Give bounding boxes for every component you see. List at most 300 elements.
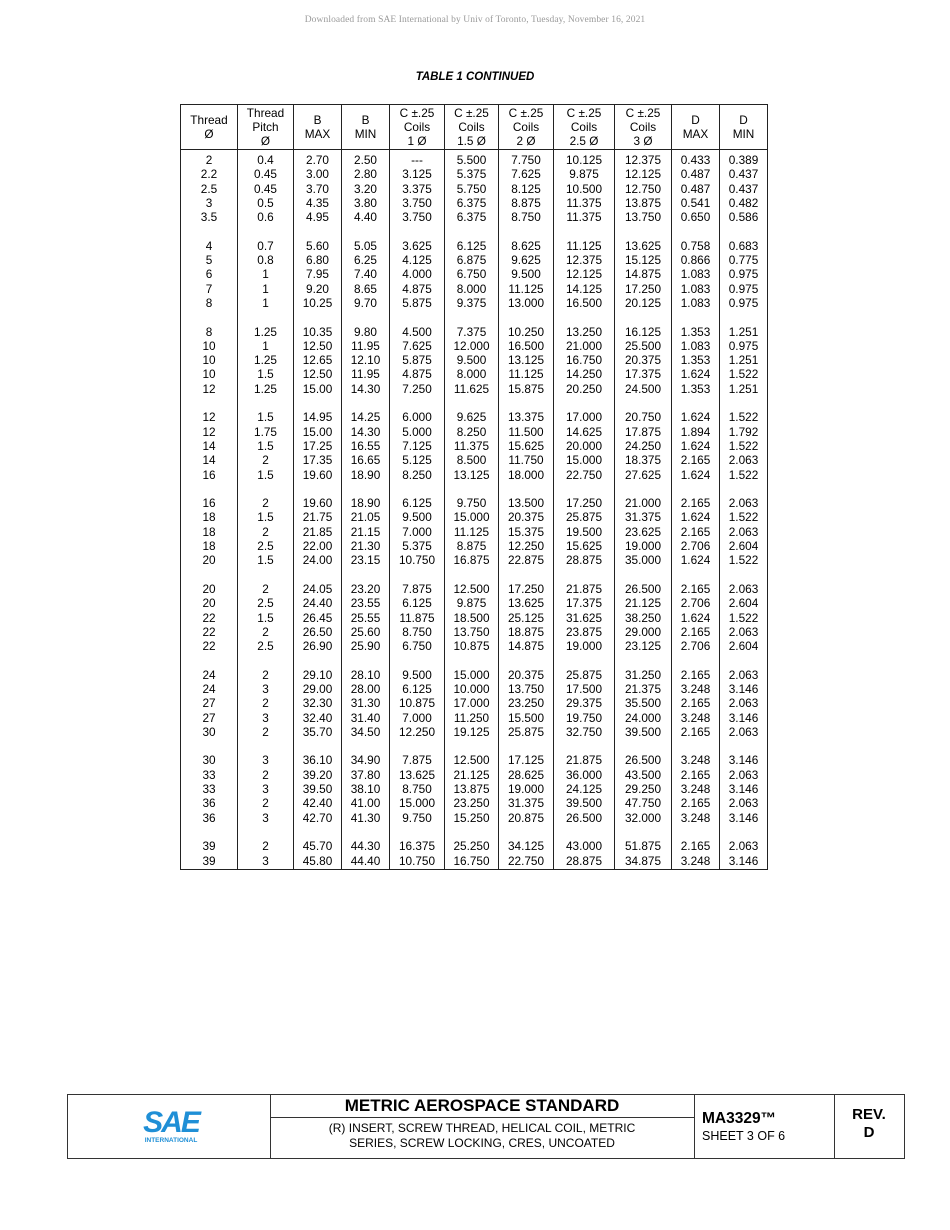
column-header-line: Thread: [246, 106, 285, 120]
table-row: [181, 768, 768, 782]
spacer-cell: [238, 739, 294, 753]
table-cell: 3.20: [342, 182, 390, 196]
table-cell: 13.625: [615, 239, 672, 253]
table-cell: 2.165: [672, 839, 720, 853]
table-cell: 2.5: [238, 539, 294, 553]
table-cell: 13.875: [445, 782, 499, 796]
spacer-cell: [342, 739, 390, 753]
spacer-cell: [554, 653, 615, 667]
table-cell: 16: [181, 468, 238, 482]
table-cell: 22.750: [554, 468, 615, 482]
spacer-cell: [390, 396, 445, 410]
table-row: [181, 854, 768, 870]
table-cell: 24.40: [294, 596, 342, 610]
column-header-line: MIN: [354, 127, 377, 141]
table-cell: 21.000: [615, 496, 672, 510]
column-header-line: 2.5 Ø: [569, 134, 599, 148]
table-cell: 14: [181, 439, 238, 453]
table-cell: 33: [181, 768, 238, 782]
table-cell: 24.250: [615, 439, 672, 453]
table-row: [181, 639, 768, 653]
table-cell: 43.000: [554, 839, 615, 853]
table-cell: 11.750: [499, 453, 554, 467]
table-cell: 31.375: [499, 796, 554, 810]
table-cell: 1.5: [238, 553, 294, 567]
table-row: [181, 382, 768, 396]
spacer-cell: [499, 568, 554, 582]
table-cell: 12.375: [554, 253, 615, 267]
table-cell: 9.625: [445, 410, 499, 424]
table-cell: 17.500: [554, 682, 615, 696]
table-cell: 2.063: [720, 525, 768, 539]
table-cell: 36.10: [294, 753, 342, 767]
spacer-cell: [672, 396, 720, 410]
table-cell: 2.165: [672, 668, 720, 682]
table-cell: 1: [238, 267, 294, 281]
table-row: [181, 596, 768, 610]
spacer-cell: [672, 653, 720, 667]
spacer-cell: [445, 568, 499, 582]
table-cell: 16.375: [390, 839, 445, 853]
table-cell: 0.45: [238, 182, 294, 196]
table-cell: 12.125: [554, 267, 615, 281]
table-cell: 3: [238, 753, 294, 767]
table-row: [181, 339, 768, 353]
table-cell: 10.35: [294, 325, 342, 339]
group-spacer: [181, 653, 768, 667]
table-row: [181, 510, 768, 524]
table-row: [181, 496, 768, 510]
table-cell: 3.248: [672, 753, 720, 767]
table-cell: 13.625: [390, 768, 445, 782]
table-cell: 19.125: [445, 725, 499, 739]
table-cell: 15.125: [615, 253, 672, 267]
table-cell: 12.500: [445, 582, 499, 596]
table-row: [181, 468, 768, 482]
column-header-line: MAX: [304, 127, 331, 141]
table-cell: 0.975: [720, 296, 768, 310]
table-cell: 8.250: [445, 425, 499, 439]
table-cell: 18.500: [445, 611, 499, 625]
table-cell: 7: [181, 282, 238, 296]
table-cell: 9.750: [390, 811, 445, 825]
spacer-cell: [445, 653, 499, 667]
table-cell: 3.248: [672, 782, 720, 796]
column-header-line: MAX: [682, 127, 709, 141]
table-cell: 1.75: [238, 425, 294, 439]
column-header-line: Coils: [458, 120, 485, 134]
table-cell: 2.604: [720, 596, 768, 610]
table-cell: 16.125: [615, 325, 672, 339]
table-cell: 4: [181, 239, 238, 253]
table-cell: 8.750: [499, 210, 554, 224]
table-cell: 6.125: [390, 596, 445, 610]
table-cell: 9.375: [445, 296, 499, 310]
table-cell: 25.875: [499, 725, 554, 739]
table-cell: 11.875: [390, 611, 445, 625]
spacer-cell: [499, 653, 554, 667]
table-cell: 21.05: [342, 510, 390, 524]
table-cell: 17.250: [554, 496, 615, 510]
table-cell: 2.063: [720, 582, 768, 596]
table-cell: 0.8: [238, 253, 294, 267]
table-cell: 16.500: [554, 296, 615, 310]
table-cell: 27: [181, 711, 238, 725]
table-cell: 15.000: [390, 796, 445, 810]
table-cell: 41.30: [342, 811, 390, 825]
spacer-cell: [720, 482, 768, 496]
table-cell: 1.522: [720, 510, 768, 524]
table-cell: 18.90: [342, 496, 390, 510]
table-cell: 8.000: [445, 367, 499, 381]
table-cell: 3.750: [390, 196, 445, 210]
table-cell: 2.063: [720, 796, 768, 810]
table-cell: 10.875: [445, 639, 499, 653]
table-cell: 3.146: [720, 811, 768, 825]
column-header-line: C ±.25: [625, 106, 661, 120]
table-cell: 1.251: [720, 353, 768, 367]
table-cell: 20.375: [615, 353, 672, 367]
spacer-cell: [294, 568, 342, 582]
table-cell: 3.375: [390, 182, 445, 196]
logo-wordmark: SAE: [143, 1106, 199, 1139]
table-cell: 30: [181, 753, 238, 767]
table-cell: 20.875: [499, 811, 554, 825]
spacer-cell: [615, 224, 672, 238]
table-cell: 12: [181, 382, 238, 396]
table-row: [181, 325, 768, 339]
table-cell: 2: [238, 725, 294, 739]
table-cell: 2.165: [672, 453, 720, 467]
table-cell: 18.875: [499, 625, 554, 639]
spacer-cell: [181, 653, 238, 667]
spacer-cell: [445, 396, 499, 410]
table-cell: 13.625: [499, 596, 554, 610]
table-row: [181, 625, 768, 639]
table-cell: 0.437: [720, 167, 768, 181]
table-cell: 26.50: [294, 625, 342, 639]
spacer-cell: [390, 825, 445, 839]
table-cell: 1.25: [238, 382, 294, 396]
table-cell: 1.251: [720, 382, 768, 396]
table-cell: 7.625: [390, 339, 445, 353]
table-cell: 14.875: [499, 639, 554, 653]
spacer-cell: [238, 568, 294, 582]
spacer-cell: [342, 653, 390, 667]
table-cell: 2.165: [672, 796, 720, 810]
table-cell: 4.95: [294, 210, 342, 224]
table-row: [181, 582, 768, 596]
logo-subtext: INTERNATIONAL: [144, 1137, 198, 1144]
table-cell: 6.875: [445, 253, 499, 267]
table-cell: 21.30: [342, 539, 390, 553]
table-cell: 30: [181, 725, 238, 739]
table-cell: 26.45: [294, 611, 342, 625]
table-cell: 42.70: [294, 811, 342, 825]
table-cell: 20.000: [554, 439, 615, 453]
table-cell: 0.6: [238, 210, 294, 224]
table-cell: 1.5: [238, 468, 294, 482]
table-header-row: [181, 105, 768, 150]
table-row: [181, 611, 768, 625]
table-cell: 12.750: [615, 182, 672, 196]
group-spacer: [181, 482, 768, 496]
table-cell: 26.500: [615, 753, 672, 767]
table-cell: 2.165: [672, 768, 720, 782]
table-cell: 3.248: [672, 811, 720, 825]
spacer-cell: [181, 739, 238, 753]
table-cell: 6: [181, 267, 238, 281]
sae-logo-icon: [140, 1104, 202, 1148]
table-cell: 2.165: [672, 496, 720, 510]
table-cell: 12: [181, 425, 238, 439]
spacer-cell: [720, 310, 768, 324]
table-cell: 1.522: [720, 410, 768, 424]
table-row: [181, 410, 768, 424]
table-cell: 3: [238, 854, 294, 870]
table-cell: 32.30: [294, 696, 342, 710]
table-cell: 11.250: [445, 711, 499, 725]
table-cell: 19.000: [499, 782, 554, 796]
table-cell: 21.875: [554, 582, 615, 596]
group-spacer: [181, 310, 768, 324]
table-cell: 34.90: [342, 753, 390, 767]
table-cell: 1.624: [672, 553, 720, 567]
column-header-line: D: [739, 113, 748, 127]
spacer-cell: [181, 224, 238, 238]
table-cell: 19.000: [554, 639, 615, 653]
spacer-cell: [342, 224, 390, 238]
table-cell: 7.40: [342, 267, 390, 281]
table-cell: 25.875: [554, 668, 615, 682]
table-cell: 24: [181, 668, 238, 682]
table-cell: 0.487: [672, 167, 720, 181]
spacer-cell: [294, 396, 342, 410]
table-cell: 28.875: [554, 553, 615, 567]
table-cell: 1.353: [672, 353, 720, 367]
table-cell: 4.500: [390, 325, 445, 339]
table-cell: 15.875: [499, 382, 554, 396]
spacer-cell: [615, 653, 672, 667]
table-cell: 2.165: [672, 582, 720, 596]
table-cell: 12.125: [615, 167, 672, 181]
table-row: [181, 296, 768, 310]
table-cell: 11.625: [445, 382, 499, 396]
table-cell: 32.750: [554, 725, 615, 739]
spacer-cell: [294, 310, 342, 324]
table-cell: 20.125: [615, 296, 672, 310]
column-header: [554, 105, 615, 150]
table-cell: 18: [181, 525, 238, 539]
spacer-cell: [499, 310, 554, 324]
table-cell: 11.375: [554, 196, 615, 210]
table-cell: 22: [181, 625, 238, 639]
table-cell: 14.125: [554, 282, 615, 296]
table-cell: 32.000: [615, 811, 672, 825]
spacer-cell: [445, 482, 499, 496]
table-cell: 3.125: [390, 167, 445, 181]
table-cell: 38.250: [615, 611, 672, 625]
table-cell: 21.125: [445, 768, 499, 782]
table-cell: 39.500: [554, 796, 615, 810]
table-cell: 25.60: [342, 625, 390, 639]
group-spacer: [181, 224, 768, 238]
table-cell: 29.00: [294, 682, 342, 696]
table-row: [181, 353, 768, 367]
table-cell: 21.875: [554, 753, 615, 767]
table-cell: 1.522: [720, 553, 768, 567]
spacer-cell: [720, 224, 768, 238]
spacer-cell: [672, 224, 720, 238]
table-cell: 2.2: [181, 167, 238, 181]
table-cell: 0.650: [672, 210, 720, 224]
column-header-line: C ±.25: [508, 106, 544, 120]
table-cell: 20.375: [499, 510, 554, 524]
spacer-cell: [554, 224, 615, 238]
table-cell: 13.000: [499, 296, 554, 310]
revision-value: D: [863, 1124, 875, 1141]
table-cell: 23.250: [445, 796, 499, 810]
table-cell: 2: [238, 839, 294, 853]
spacer-cell: [342, 825, 390, 839]
spacer-cell: [342, 482, 390, 496]
column-header-line: C ±.25: [454, 106, 489, 120]
table-row: [181, 839, 768, 853]
table-cell: 2.5: [238, 596, 294, 610]
table-cell: 2.706: [672, 539, 720, 553]
table-cell: 13.125: [445, 468, 499, 482]
spacer-cell: [238, 224, 294, 238]
standard-description: [270, 1121, 694, 1150]
table-cell: 11.375: [554, 210, 615, 224]
table-cell: 36: [181, 811, 238, 825]
table-cell: 41.00: [342, 796, 390, 810]
table-cell: 27.625: [615, 468, 672, 482]
table-cell: 39.20: [294, 768, 342, 782]
table-cell: 3.146: [720, 854, 768, 870]
group-spacer: [181, 739, 768, 753]
table-cell: 8.875: [499, 196, 554, 210]
table-cell: 2: [238, 768, 294, 782]
spacer-cell: [499, 396, 554, 410]
spacer-cell: [720, 739, 768, 753]
table-cell: 12.65: [294, 353, 342, 367]
spacer-cell: [181, 568, 238, 582]
table-cell: 10.750: [390, 854, 445, 870]
table-cell: 3.248: [672, 682, 720, 696]
spacer-cell: [672, 825, 720, 839]
group-spacer: [181, 568, 768, 582]
spacer-cell: [294, 653, 342, 667]
table-cell: 12.500: [445, 753, 499, 767]
table-cell: 29.375: [554, 696, 615, 710]
column-header: [615, 105, 672, 150]
spacer-cell: [238, 310, 294, 324]
table-cell: 3: [238, 682, 294, 696]
table-cell: 24.500: [615, 382, 672, 396]
table-cell: 1.624: [672, 468, 720, 482]
table-cell: 9.500: [499, 267, 554, 281]
table-cell: 29.10: [294, 668, 342, 682]
table-row: [181, 282, 768, 296]
table-cell: 2.5: [181, 182, 238, 196]
table-cell: 31.30: [342, 696, 390, 710]
table-cell: 1.522: [720, 611, 768, 625]
table-cell: 1.251: [720, 325, 768, 339]
column-header-line: C ±.25: [399, 106, 435, 120]
table-cell: 2: [238, 496, 294, 510]
column-header: [720, 105, 768, 150]
table-cell: 1.5: [238, 439, 294, 453]
table-row: [181, 539, 768, 553]
group-spacer: [181, 825, 768, 839]
column-header-line: Ø: [204, 127, 214, 141]
table-cell: 10.750: [390, 553, 445, 567]
table-cell: 28.625: [499, 768, 554, 782]
spacer-cell: [390, 568, 445, 582]
spacer-cell: [238, 653, 294, 667]
table-row: [181, 239, 768, 253]
table-cell: 2.604: [720, 639, 768, 653]
table-cell: 14.875: [615, 267, 672, 281]
table-cell: 1.353: [672, 325, 720, 339]
table-cell: 6.25: [342, 253, 390, 267]
table-cell: 11.125: [499, 367, 554, 381]
table-cell: 24: [181, 682, 238, 696]
table-row: [181, 553, 768, 567]
table-cell: 9.500: [390, 510, 445, 524]
table-row: [181, 796, 768, 810]
table-cell: 3.625: [390, 239, 445, 253]
table-row: [181, 253, 768, 267]
table-cell: 4.40: [342, 210, 390, 224]
table-row: [181, 753, 768, 767]
spacer-cell: [554, 739, 615, 753]
table-cell: 8.625: [499, 239, 554, 253]
table-cell: 23.875: [554, 625, 615, 639]
table-cell: 17.35: [294, 453, 342, 467]
spacer-cell: [238, 396, 294, 410]
spacer-cell: [294, 739, 342, 753]
table-cell: 3.146: [720, 782, 768, 796]
spacer-cell: [390, 224, 445, 238]
table-cell: 23.625: [615, 525, 672, 539]
table-cell: 11.125: [499, 282, 554, 296]
table-cell: 33: [181, 782, 238, 796]
table-cell: 15.375: [499, 525, 554, 539]
table-row: [181, 811, 768, 825]
spacer-cell: [181, 396, 238, 410]
column-header-line: 2 Ø: [516, 134, 536, 148]
table-cell: 25.250: [445, 839, 499, 853]
table-cell: 16.55: [342, 439, 390, 453]
table-row: [181, 196, 768, 210]
table-cell: 2: [238, 796, 294, 810]
spacer-cell: [342, 568, 390, 582]
logo-cell: [68, 1095, 271, 1158]
table-cell: 34.125: [499, 839, 554, 853]
spacer-cell: [499, 224, 554, 238]
table-cell: 25.500: [615, 339, 672, 353]
table-cell: 5.875: [390, 296, 445, 310]
table-cell: 25.875: [554, 510, 615, 524]
table-cell: 2: [238, 625, 294, 639]
table-cell: 36.000: [554, 768, 615, 782]
description-line-1: (R) INSERT, SCREW THREAD, HELICAL COIL, METRIC: [328, 1121, 636, 1135]
column-header: [294, 105, 342, 150]
table-cell: 16.750: [554, 353, 615, 367]
table-cell: 11.375: [445, 439, 499, 453]
